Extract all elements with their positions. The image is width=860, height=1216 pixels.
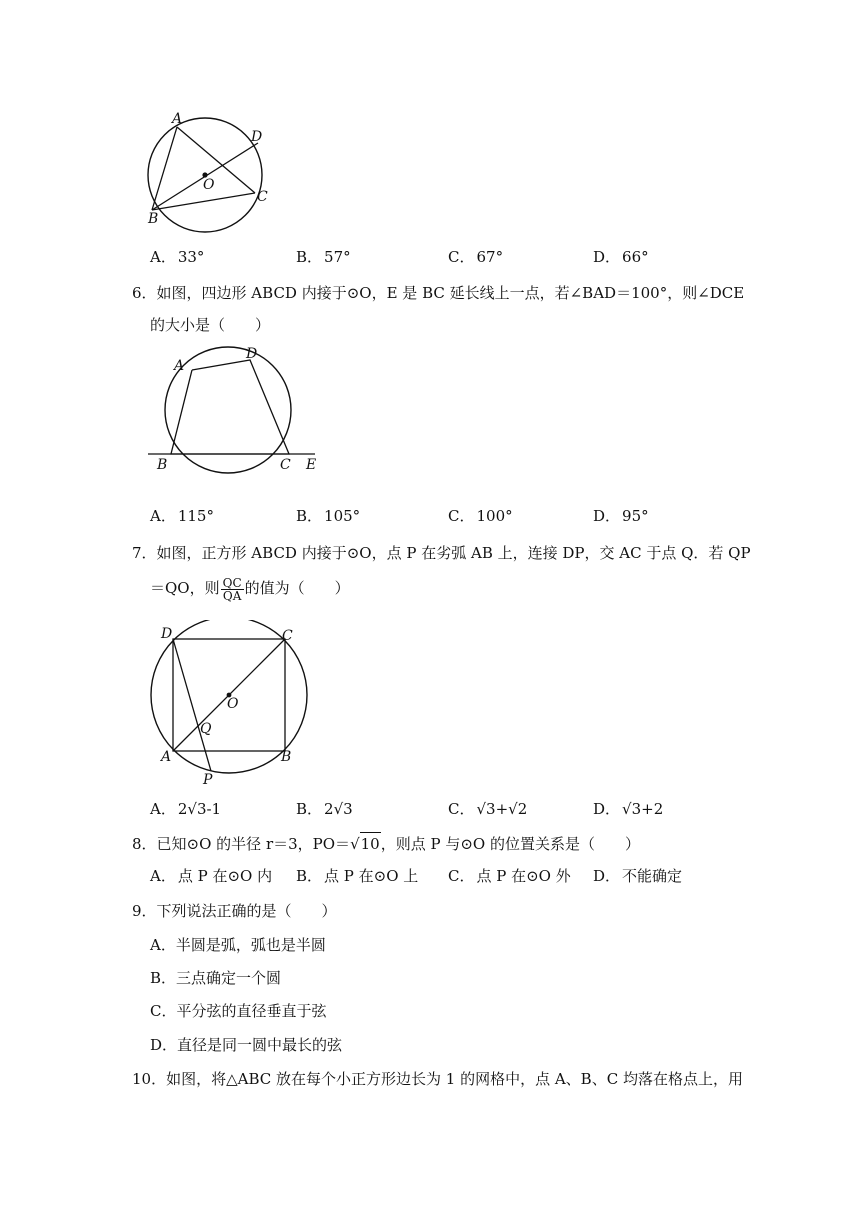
q5-figure — [140, 105, 280, 235]
q5-label-c: C — [257, 189, 268, 205]
q9-stem: 9．下列说法正确的是（ ） — [132, 902, 337, 920]
q5-option-c[interactable]: C． 67° — [448, 248, 504, 266]
q9-option-a[interactable]: A．半圆是弧，弧也是半圆 — [150, 936, 326, 954]
q7-label-d: D — [161, 626, 173, 642]
q7-label-q: Q — [200, 721, 212, 737]
q7-fraction — [221, 577, 244, 602]
q6-label-a: A — [174, 358, 185, 374]
q6-option-a[interactable]: A． 115° — [150, 507, 214, 525]
q7-label-p: P — [203, 772, 213, 788]
q8-stem — [132, 832, 640, 855]
q8-option-a[interactable]: A． 点 P 在⊙O 内 — [150, 867, 273, 885]
q9-option-b[interactable]: B．三点确定一个圆 — [150, 969, 282, 987]
q8-option-c[interactable]: C． 点 P 在⊙O 外 — [448, 867, 571, 885]
q9-option-d[interactable]: D．直径是同一圆中最长的弦 — [150, 1036, 343, 1054]
q7-label-c: C — [282, 628, 293, 644]
q5-options — [150, 246, 770, 268]
q7-stem-line2 — [150, 574, 350, 602]
q6-stem-line1: 6．如图，四边形 ABCD 内接于⊙O，E 是 BC 延长线上一点，若∠BAD＝100°，则∠DCE — [132, 284, 745, 302]
q8-option-d[interactable]: D． 不能确定 — [593, 867, 683, 885]
q7-label-o: O — [227, 696, 239, 712]
q7-options — [150, 798, 770, 824]
q7-label-a: A — [161, 749, 172, 765]
q5-label-a: A — [172, 111, 183, 127]
q6-label-b: B — [157, 457, 168, 473]
q8-option-b[interactable]: B． 点 P 在⊙O 上 — [296, 867, 419, 885]
q8-options — [150, 865, 770, 887]
q6-figure — [140, 342, 330, 477]
q7-stem-pre: ＝QO，则 — [150, 579, 220, 597]
q7-option-a[interactable]: A． 2√3-1 — [150, 800, 222, 818]
q6-option-b[interactable]: B． 105° — [296, 507, 361, 525]
q6-option-c[interactable]: C． 100° — [448, 507, 513, 525]
q7-frac-denominator: QA — [222, 588, 242, 603]
q5-option-b[interactable]: B． 57° — [296, 248, 351, 266]
q9-option-c[interactable]: C．平分弦的直径垂直于弦 — [150, 1002, 327, 1020]
q8-stem-pre: 8．已知⊙O 的半径 r＝3，PO＝ — [132, 835, 351, 853]
q7-option-c[interactable]: C． √3+√2 — [448, 800, 528, 818]
q5-option-a[interactable]: A． 33° — [150, 248, 205, 266]
q6-label-e: E — [306, 457, 317, 473]
q7-label-b: B — [281, 749, 292, 765]
q6-label-d: D — [246, 346, 258, 362]
q5-label-o: O — [203, 177, 215, 193]
q7-figure — [145, 620, 315, 790]
q7-stem-post: 的值为（ ） — [244, 579, 350, 597]
q6-option-d[interactable]: D． 95° — [593, 507, 649, 525]
q5-label-d: D — [251, 129, 263, 145]
q6-options — [150, 505, 770, 527]
q7-stem-line1: 7．如图，正方形 ABCD 内接于⊙O，点 P 在劣弧 AB 上，连接 DP，交 AC 于点 Q．若 QP — [132, 544, 751, 562]
sqrt-sign-icon: √ — [350, 835, 360, 853]
q7-option-d[interactable]: D． √3+2 — [593, 800, 664, 818]
q10-stem: 10．如图，将△ABC 放在每个小正方形边长为 1 的网格中，点 A、B、C 均落在格点上，用 — [132, 1070, 743, 1088]
q8-stem-post: ，则点 P 与⊙O 的位置关系是（ ） — [380, 835, 640, 853]
q6-stem-line2: 的大小是（ ） — [150, 316, 271, 334]
q5-label-b: B — [148, 211, 159, 227]
q7-frac-numerator: QC — [222, 575, 242, 590]
q7-option-b[interactable]: B． 2√3 — [296, 800, 353, 818]
q8-radicand: 10 — [360, 832, 381, 855]
q6-label-c: C — [280, 457, 291, 473]
q5-option-d[interactable]: D． 66° — [593, 248, 649, 266]
